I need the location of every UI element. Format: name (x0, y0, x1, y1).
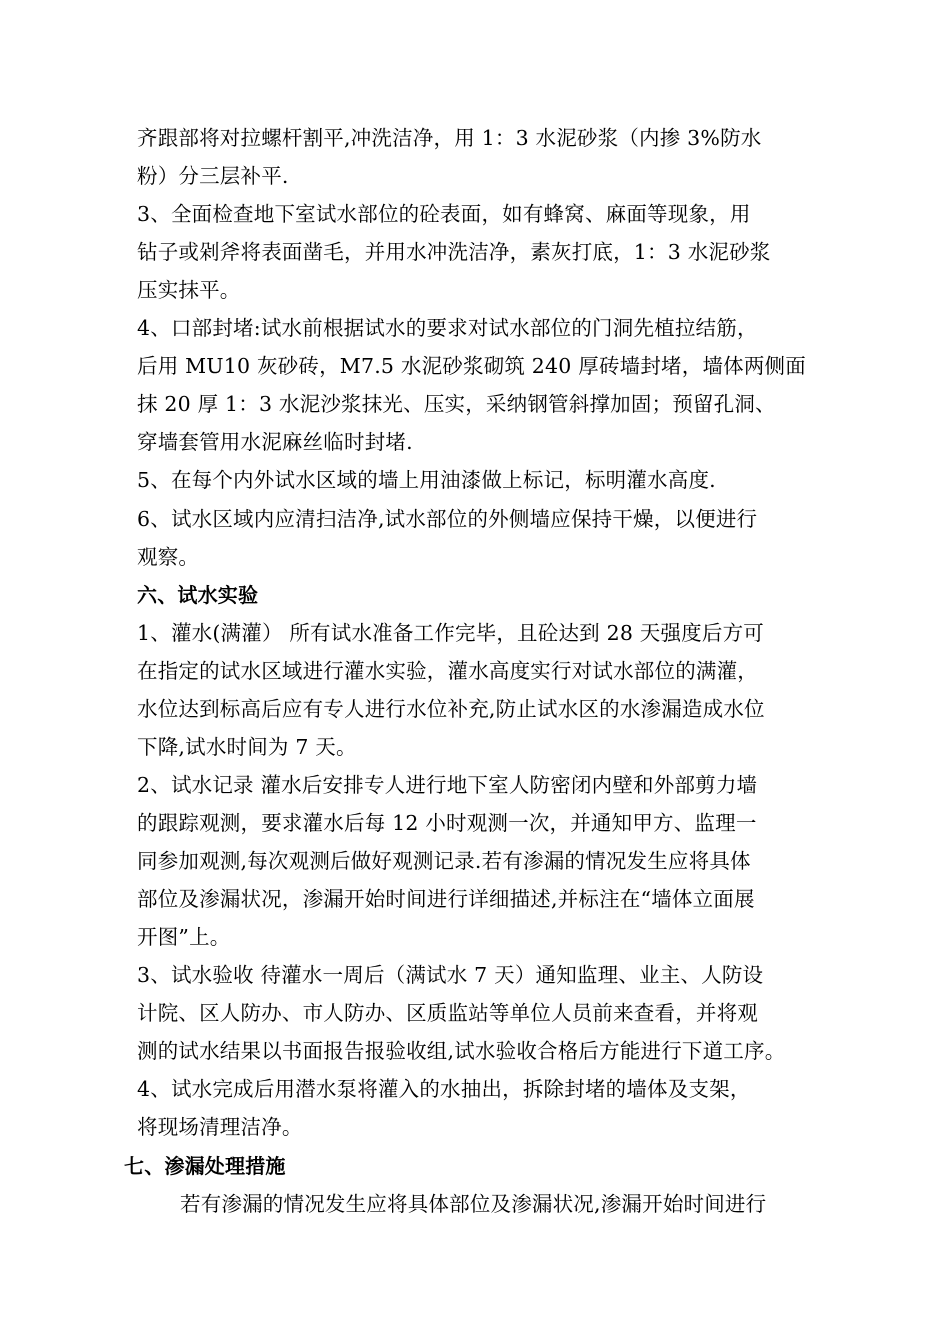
text-line: 4、口部封堵:试水前根据试水的要求对试水部位的门洞先植拉结筋， (137, 316, 758, 340)
text-line: 4、试水完成后用潜水泵将灌入的水抽出，拆除封堵的墙体及支架， (137, 1077, 751, 1101)
text-line: 在指定的试水区域进行灌水实验，灌水高度实行对试水部位的满灌， (137, 659, 758, 683)
text-line: 压实抹平。 (137, 278, 241, 302)
text-line: 下降,试水时间为 7 天。 (137, 735, 357, 759)
text-line: 若有渗漏的情况发生应将具体部位及渗漏状况,渗漏开始时间进行 (180, 1192, 767, 1216)
text-line: 抹 20 厚 1：3 水泥沙浆抹光、压实，采纳钢管斜撑加固；预留孔洞、 (137, 392, 776, 416)
section-heading-seven: 七、渗漏处理措施 (124, 1154, 286, 1178)
text-line: 后用 MU10 灰砂砖，M7.5 水泥砂浆砌筑 240 厚砖墙封堵，墙体两侧面 (137, 354, 806, 378)
text-line: 观察。 (137, 545, 200, 569)
section-heading-six: 六、试水实验 (137, 583, 259, 607)
text-line: 粉）分三层补平. (137, 164, 289, 188)
text-line: 2、试水记录 灌水后安排专人进行地下室人防密闭内壁和外部剪力墙 (137, 773, 758, 797)
text-line: 齐跟部将对拉螺杆割平,冲洗洁净，用 1：3 水泥砂浆（内掺 3%防水 (137, 126, 762, 150)
text-line: 同参加观测,每次观测后做好观测记录.若有渗漏的情况发生应将具体 (137, 849, 751, 873)
text-line: 穿墙套管用水泥麻丝临时封堵. (137, 430, 413, 454)
text-line: 6、试水区域内应清扫洁净,试水部位的外侧墙应保持干燥，以便进行 (137, 507, 758, 531)
text-line: 测的试水结果以书面报告报验收组,试水验收合格后方能进行下道工序。 (137, 1039, 786, 1063)
text-line: 3、全面检查地下室试水部位的砼表面，如有蜂窝、麻面等现象，用 (137, 202, 751, 226)
text-line: 钻子或剁斧将表面凿毛，并用水冲洗洁净，素灰打底，1：3 水泥砂浆 (137, 240, 771, 264)
text-line: 计院、区人防办、市人防办、区质监站等单位人员前来查看，并将观 (137, 1001, 758, 1025)
text-line: 部位及渗漏状况，渗漏开始时间进行详细描述,并标注在“墙体立面展 (137, 887, 755, 911)
text-line: 开图”上。 (137, 925, 231, 949)
text-line: 1、灌水(满灌） 所有试水准备工作完毕，且砼达到 28 天强度后方可 (137, 621, 764, 645)
text-line: 将现场清理洁净。 (137, 1115, 303, 1139)
text-line: 水位达到标高后应有专人进行水位补充,防止试水区的水渗漏造成水位 (137, 697, 765, 721)
text-line: 3、试水验收 待灌水一周后（满试水 7 天）通知监理、业主、人防设 (137, 963, 764, 987)
text-line: 的跟踪观测，要求灌水后每 12 小时观测一次，并通知甲方、监理一 (137, 811, 757, 835)
text-line: 5、在每个内外试水区域的墙上用油漆做上标记，标明灌水高度. (137, 468, 716, 492)
